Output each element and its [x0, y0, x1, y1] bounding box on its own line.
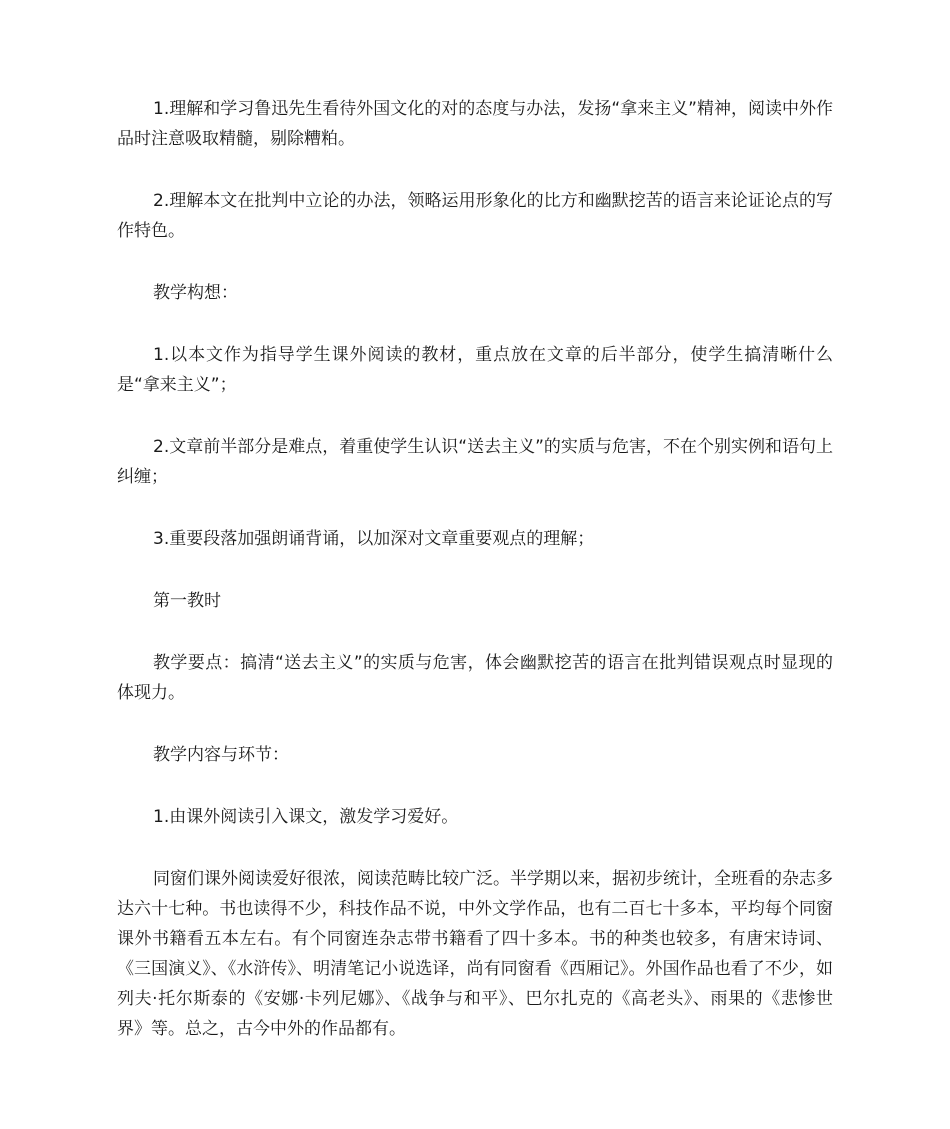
concept-3-paragraph: 3.重要段落加强朗诵背诵，以加深对文章重要观点的理解； — [153, 529, 595, 549]
concept-2-paragraph: 2.文章前半部分是难点，着重使学生认识“送去主义”的实质与危害，不在个别实例和语句上纠缠； — [117, 437, 833, 487]
concept-1-paragraph: 1.以本文作为指导学生课外阅读的教材，重点放在文章的后半部分，使学生搞清晰什么是“拿来主义”； — [117, 345, 833, 395]
content-steps-heading: 教学内容与环节： — [153, 745, 289, 765]
teaching-concept-heading: 教学构想： — [153, 283, 238, 303]
reading-survey-paragraph: 同窗们课外阅读爱好很浓，阅读范畴比较广泛。半学期以来，据初步统计，全班看的杂志多达六十七种。书也读得不少，科技作品不说，中外文学作品，也有二百七十多本，平均每个同窗课外书籍看五本左右。有个同窗连杂志带书籍看了四十多本。书的种类也较多，有唐宋诗词、《三国演义》、《水浒传》、明清笔记小说选译，尚有同窗看《西厢记》。外国作品也看了不少，如列夫·托尔斯泰的《安娜·卡列尼娜》、《战争与和平》、巴尔扎克的《高老头》、雨果的《悲惨世界》等。总之，古今中外的作品都有。 — [117, 869, 833, 1039]
objective-2-paragraph: 2.理解本文在批判中立论的办法，领略运用形象化的比方和幽默挖苦的语言来论证论点的写作特色。 — [117, 191, 833, 241]
teaching-points-paragraph: 教学要点：搞清“送去主义”的实质与危害，体会幽默挖苦的语言在批判错误观点时显现的体现力。 — [117, 653, 833, 703]
first-lesson-heading: 第一教时 — [153, 591, 221, 611]
step-1-paragraph: 1.由课外阅读引入课文，激发学习爱好。 — [153, 807, 459, 827]
objective-1-paragraph: 1.理解和学习鲁迅先生看待外国文化的对的态度与办法，发扬“拿来主义”精神，阅读中外作品时注意吸取精髓，剔除糟粕。 — [117, 99, 833, 149]
document-body — [117, 94, 833, 1076]
